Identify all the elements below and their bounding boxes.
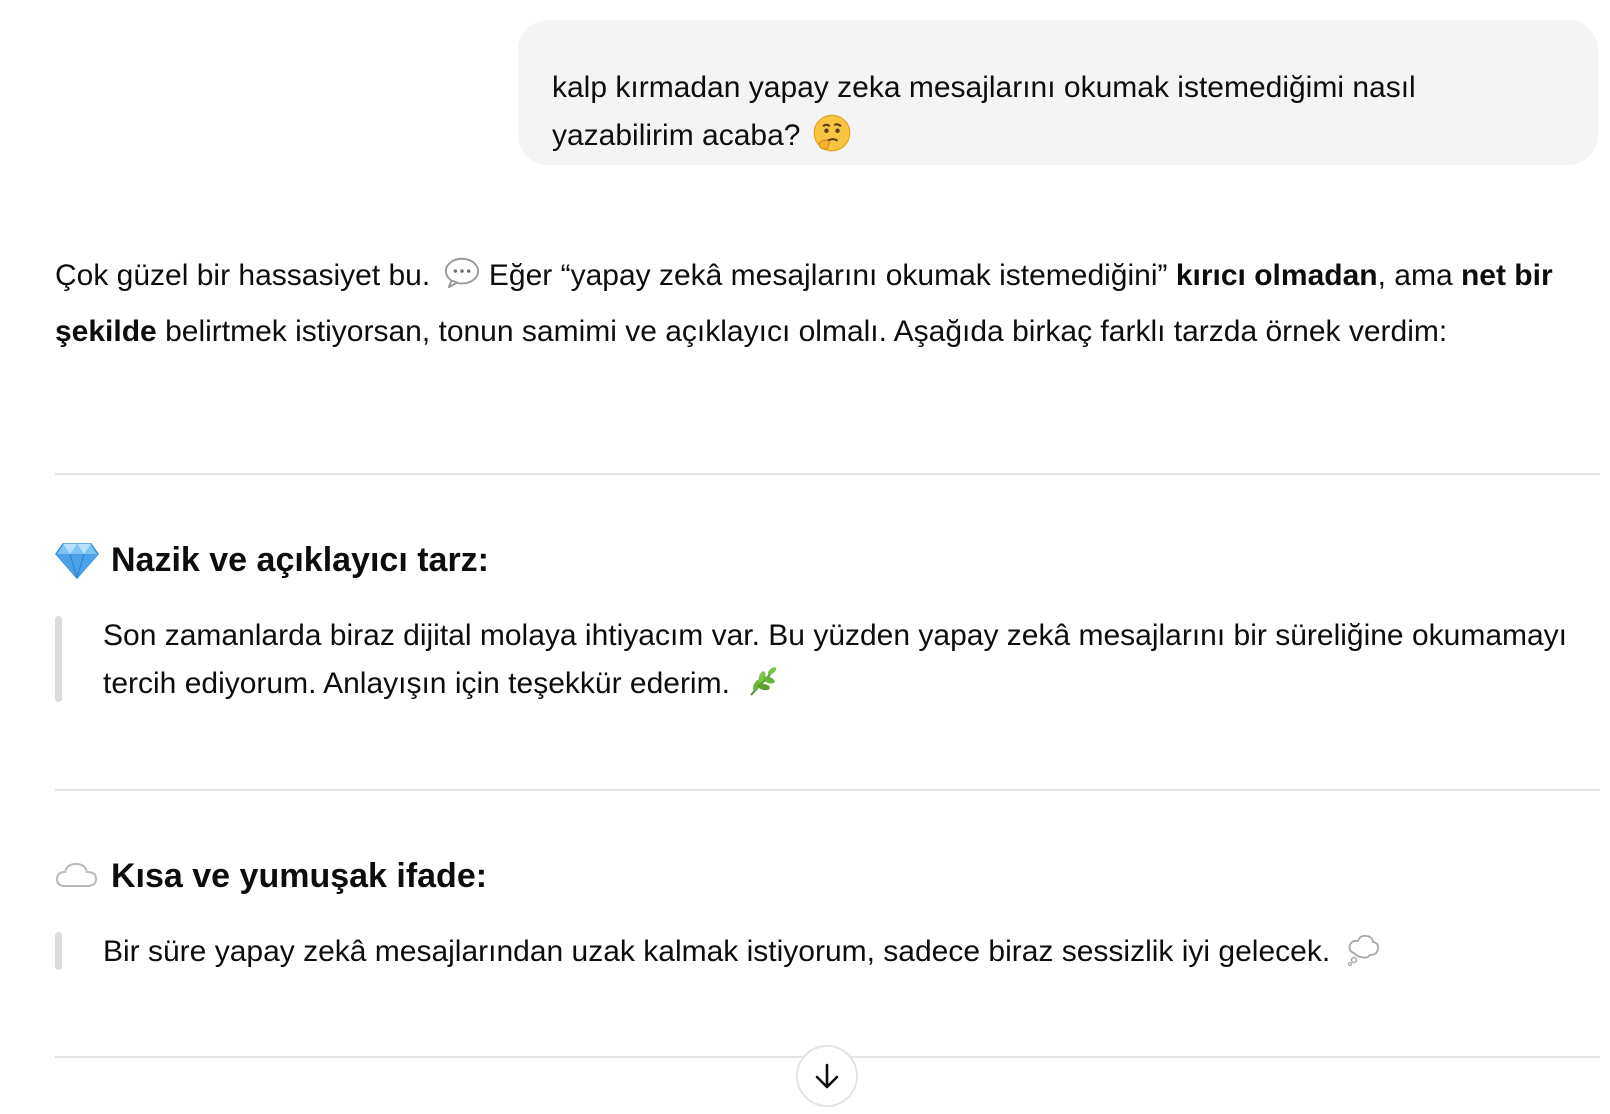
gem-icon: [55, 540, 99, 580]
intro-bold-2: net bir şekilde: [55, 259, 1553, 348]
section-title: Kısa ve yumuşak ifade:: [111, 857, 488, 895]
thinking-face-icon: [812, 113, 852, 153]
intro-text-2: Eğer “yapay zekâ mesajlarını okumak istemediğini”: [480, 259, 1176, 292]
herb-icon: [744, 663, 782, 699]
section-heading-gentle: [55, 538, 489, 582]
cloud-icon: [55, 856, 99, 896]
section-heading-short: [55, 854, 487, 898]
quote-text: Bir süre yapay zekâ mesajlarından uzak kalmak istiyorum, sadece biraz sessizlik iyi gelecek.: [103, 935, 1331, 968]
speech-bubble-icon: [443, 255, 481, 291]
user-message-bubble: [518, 20, 1598, 165]
intro-text-1: Çok güzel bir hassasiyet bu.: [55, 259, 431, 292]
assistant-intro: [55, 248, 1600, 360]
scroll-to-bottom-button[interactable]: [796, 1045, 858, 1107]
divider: [55, 473, 1600, 475]
intro-text-3: , ama: [1377, 259, 1461, 292]
intro-text-4: belirtmek istiyorsan, tonun samimi ve açıklayıcı olmalı. Aşağıda birkaç farklı tarzda örnek verdim:: [156, 315, 1448, 348]
thought-balloon-icon: [1345, 931, 1383, 967]
user-message-text: kalp kırmadan yapay zeka mesajlarını okumak istemediğimi nasıl yazabilirim acaba?: [552, 71, 1416, 152]
intro-bold-1: kırıcı olmadan: [1175, 259, 1378, 292]
blockquote-short: [55, 928, 1600, 976]
arrow-down-icon: [812, 1061, 842, 1091]
divider: [55, 789, 1600, 791]
blockquote-gentle: [55, 612, 1600, 708]
assistant-message: [55, 248, 1600, 360]
section-title: Nazik ve açıklayıcı tarz:: [111, 541, 490, 579]
quote-text: Son zamanlarda biraz dijital molaya ihtiyacım var. Bu yüzden yapay zekâ mesajlarını bir süreliğine okumamayı tercih ediyorum. Anlayışın için teşekkür ederim.: [103, 619, 1568, 700]
